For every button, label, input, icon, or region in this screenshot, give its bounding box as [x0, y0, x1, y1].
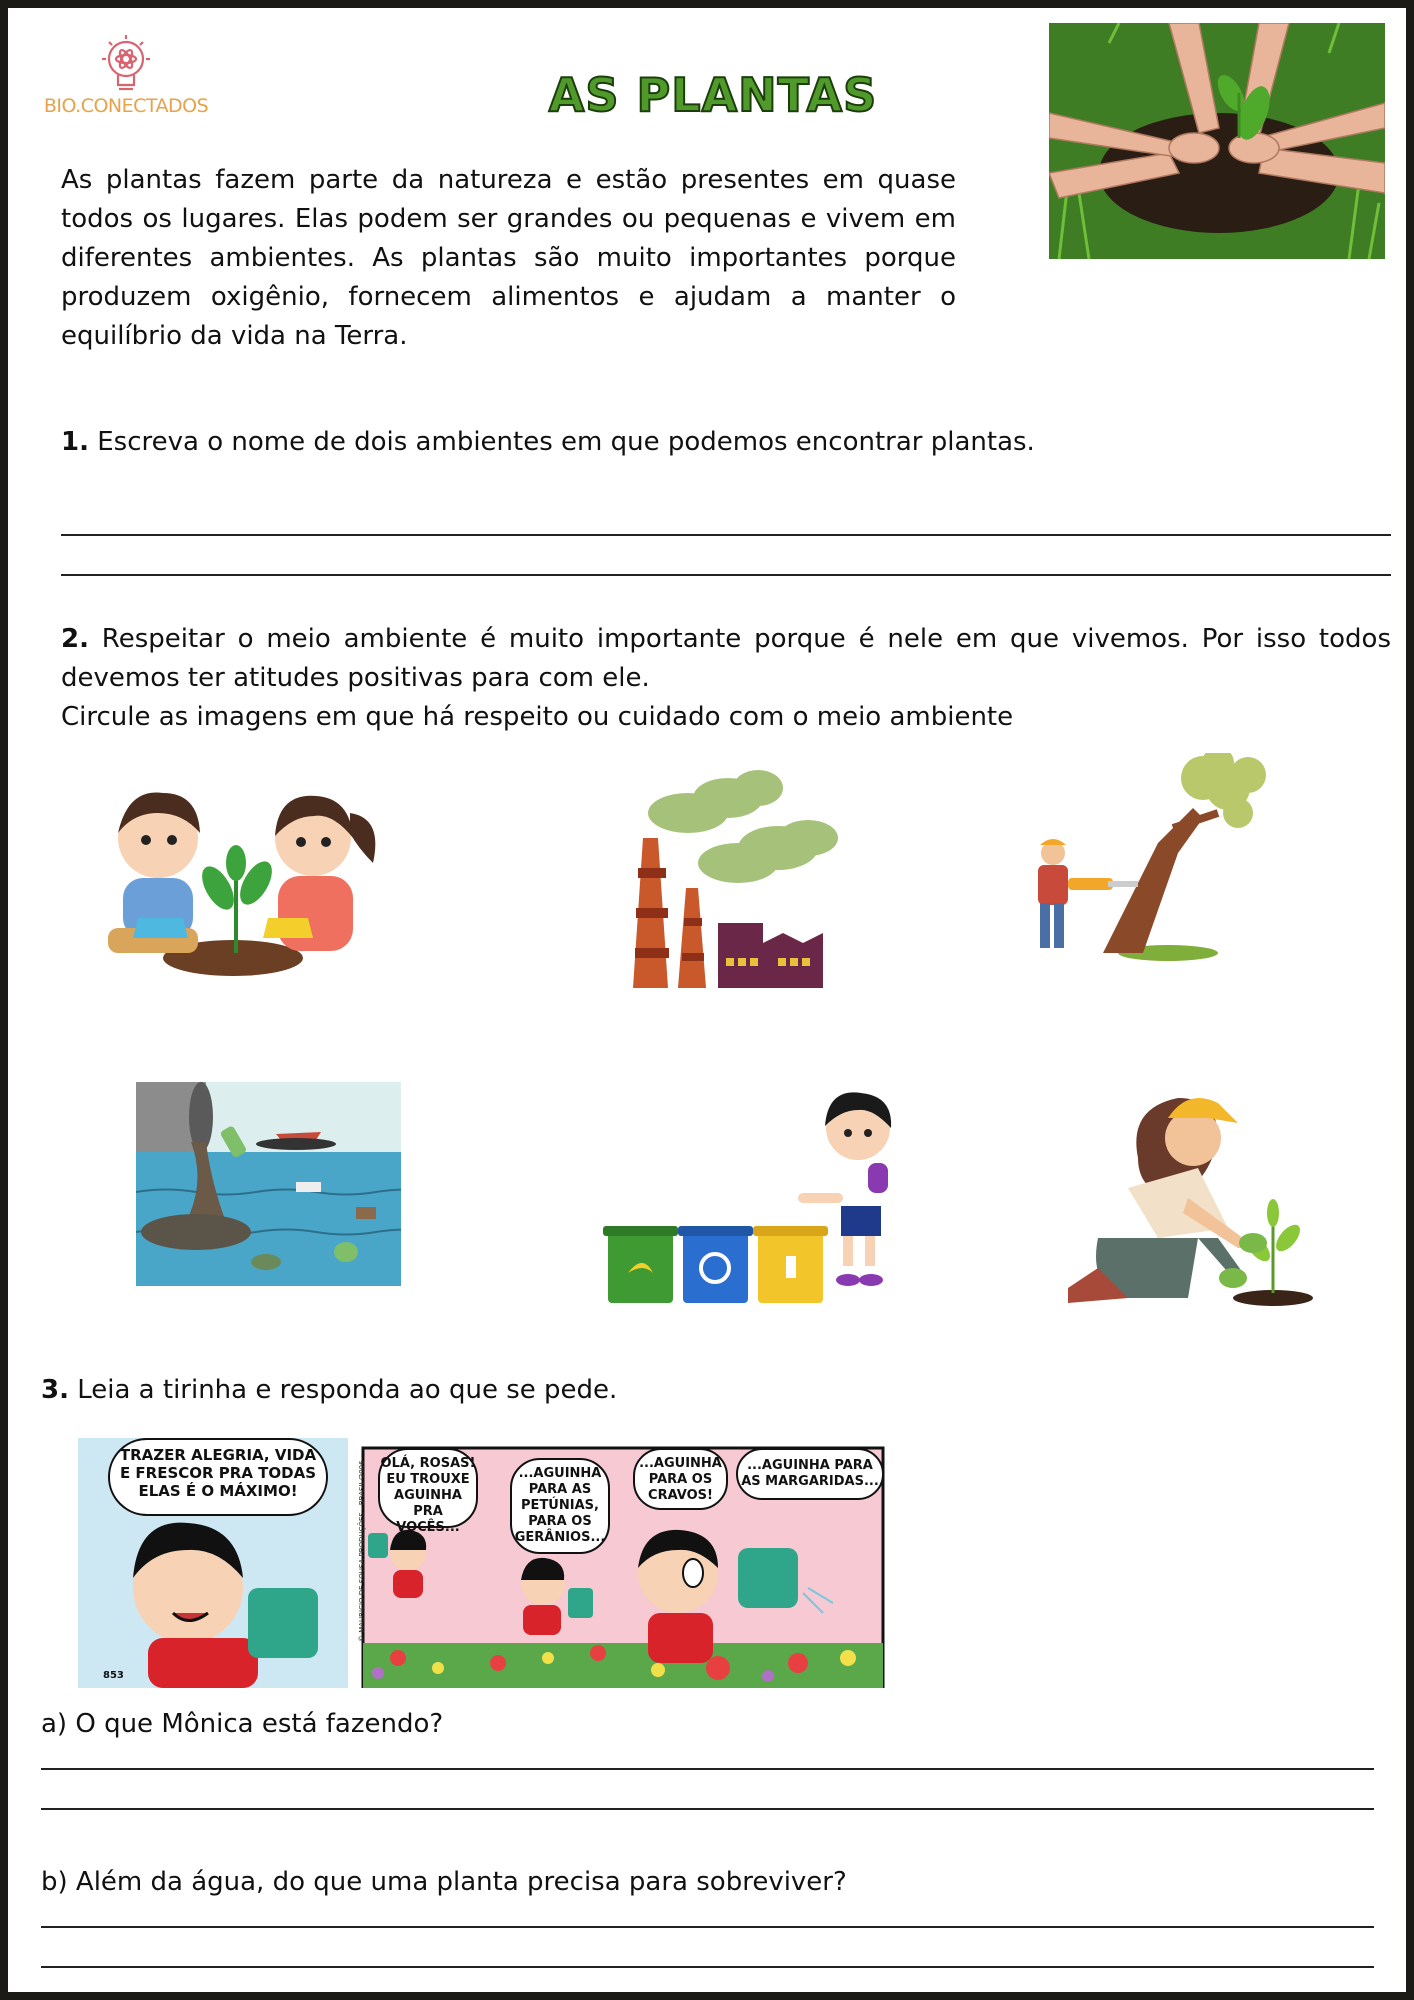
question-2 [61, 620, 1391, 698]
bubble-line: OLÁ, ROSAS! [380, 1456, 476, 1471]
question-1 [61, 423, 1391, 462]
answer-line[interactable] [61, 574, 1391, 576]
logo-text: BIO.CONECTADOS [43, 95, 209, 117]
bubble-line: PARA OS [648, 1472, 713, 1487]
bubble-line: AGUINHA [394, 1488, 462, 1503]
bubble-line: CRAVOS! [648, 1488, 713, 1503]
answer-line[interactable] [41, 1966, 1374, 1968]
question-1-number: 1. [61, 427, 89, 457]
lightbulb-atom-icon [26, 33, 226, 95]
bubble-line: ...AGUINHA [639, 1456, 722, 1471]
speech-bubble [108, 1438, 328, 1516]
question-1-text: Escreva o nome de dois ambientes em que podemos encontrar plantas. [97, 427, 1035, 457]
bubble-line: ...AGUINHA [518, 1466, 602, 1481]
page-title: AS PLANTAS [548, 68, 878, 122]
tree-cutting-image[interactable] [1018, 753, 1278, 963]
bubble-line: EU TROUXE [386, 1472, 470, 1487]
speech-bubble [510, 1458, 610, 1554]
bubble-line: ELAS É O MÁXIMO! [138, 1482, 298, 1500]
question-3b: b) Além da água, do que uma planta precisa para sobreviver? [41, 1867, 847, 1897]
answer-line[interactable] [41, 1808, 1374, 1810]
boy-recycling-image[interactable] [603, 1088, 903, 1308]
bubble-line: AS MARGARIDAS... [741, 1474, 879, 1489]
bubble-line: PETÚNIAS, [521, 1498, 599, 1513]
intro-paragraph: As plantas fazem parte da natureza e estão presentes em quase todos os lugares. Elas podem ser grandes ou pequenas e vivem em diferentes ambientes. As plantas são muito importantes porque produzem oxigênio, fornecem alimentos e ajudam a manter o equilíbrio da vida na Terra. [61, 165, 956, 351]
question-3-number: 3. [41, 1375, 69, 1405]
question-2-number: 2. [61, 624, 89, 654]
question-2-instruction: Circule as imagens em que há respeito ou cuidado com o meio ambiente [61, 702, 1014, 732]
comic-credit: © MAURICIO DE SOUSA PRODUÇÕES - BRASIL/2006 [358, 1460, 366, 1642]
logo [26, 33, 226, 123]
speech-bubble [736, 1448, 884, 1500]
answer-line[interactable] [61, 534, 1391, 536]
woman-planting-image[interactable] [1068, 1088, 1328, 1308]
question-3a: a) O que Mônica está fazendo? [41, 1709, 444, 1739]
bubble-line: ...AGUINHA PARA [747, 1458, 873, 1473]
answer-line[interactable] [41, 1926, 1374, 1928]
hands-planting-photo [1049, 23, 1385, 259]
strip-number: 853 [103, 1670, 124, 1681]
speech-bubble [633, 1448, 728, 1510]
bubble-line: PARA AS [528, 1482, 592, 1497]
worksheet-page [8, 8, 1406, 1992]
speech-bubble [378, 1448, 478, 1535]
question-3 [41, 1371, 1371, 1410]
bubble-line: PARA OS [528, 1514, 592, 1529]
question-3-text: Leia a tirinha e responda ao que se pede. [77, 1375, 618, 1405]
question-2-text: Respeitar o meio ambiente é muito importante porque é nele em que vivemos. Por isso todos devemos ter atitudes positivas para com ele. [61, 624, 1391, 693]
bubble-line: PRA VOCÊS... [396, 1504, 460, 1535]
answer-line[interactable] [41, 1768, 1374, 1770]
factory-pollution-image[interactable] [618, 763, 848, 988]
bubble-line: TRAZER ALEGRIA, VIDA [119, 1446, 317, 1464]
kids-planting-image[interactable] [88, 768, 388, 983]
bubble-line: GERÂNIOS... [514, 1530, 606, 1545]
bubble-line: E FRESCOR PRA TODAS [119, 1464, 317, 1482]
comic-strip [78, 1438, 898, 1688]
polluted-water-image[interactable] [136, 1082, 401, 1286]
